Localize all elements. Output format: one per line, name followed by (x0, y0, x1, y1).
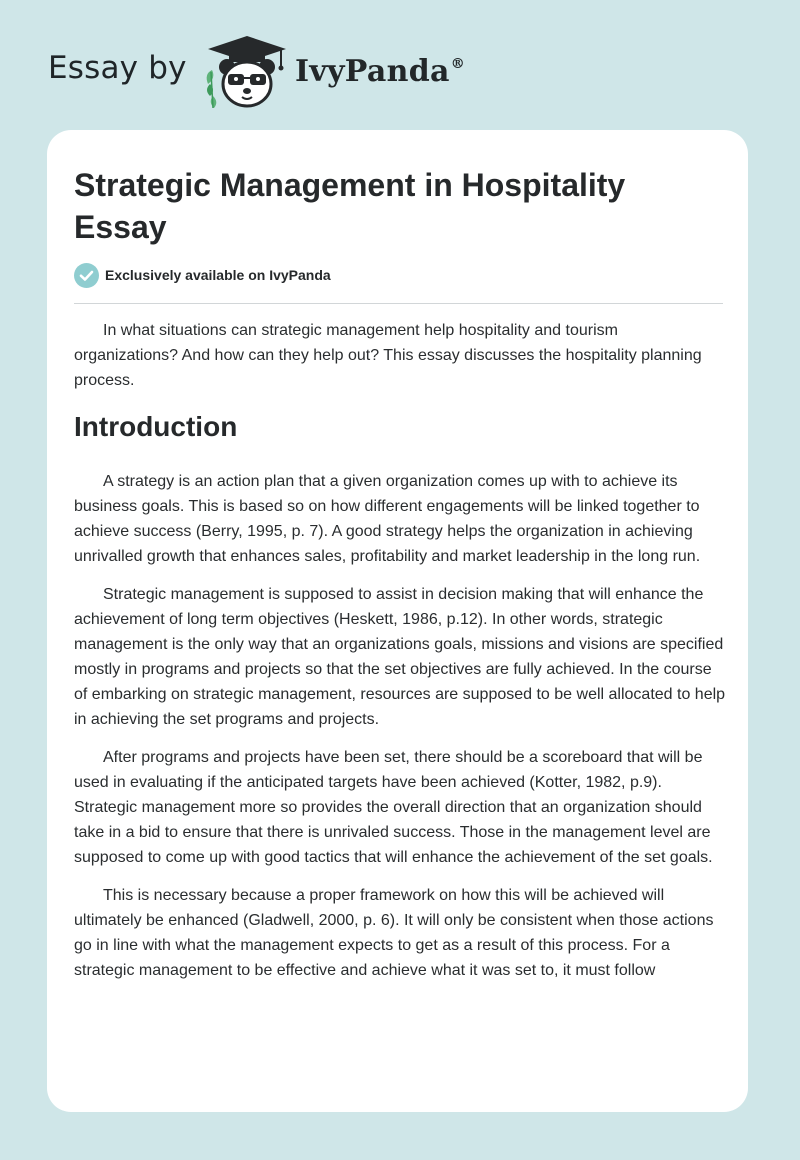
body-paragraph: After programs and projects have been set, there should be a scoreboard that will be used in evaluating if the anticipated targets have been achieved (Kotter, 1982, p.9). Strategic management more so provides the overall direction that an organization should take in a bid to ensure that there is unrivaled success. Those in the management level are supposed to come up with good tactics that will enhance the achievement of the set goals. (74, 749, 713, 866)
section-heading: Introduction (74, 411, 238, 442)
body-paragraph: A strategy is an action plan that a given organization comes up with to achieve its business goals. This is based so on how different engagements will be linked together to achieve success (Berry, 1995, p. 7). A good strategy helps the organization in achieving unrivalled growth that enhances sales, profitability and market leadership in the long run. (74, 473, 701, 565)
essay-body (74, 318, 726, 996)
exclusive-badge (74, 262, 331, 288)
check-circle-icon (74, 263, 99, 288)
badge-label: Exclusively available on IvyPanda (105, 267, 331, 283)
panda-graduate-icon[interactable] (202, 34, 292, 110)
body-paragraph: This is necessary because a proper framework on how this will be achieved will ultimately be enhanced (Gladwell, 2000, p. 6). It will only be consistent when those actions go in line with what the management expects to get as a result of this process. For a strategic management to be effective and achieve what it was set to, it must follow (74, 887, 714, 979)
intro-paragraph: In what situations can strategic management help hospitality and tourism organizations? And how can they help out? This essay discusses the hospitality planning process. (74, 322, 702, 389)
essay-by-label: Essay by (48, 50, 187, 86)
divider (74, 303, 723, 304)
registered-mark: ® (450, 56, 466, 72)
essay-card (47, 130, 748, 1112)
brand-name[interactable]: IvyPanda® (295, 54, 466, 89)
body-paragraph: Strategic management is supposed to assist in decision making that will enhance the achievement of long term objectives (Heskett, 1986, p.12). In other words, strategic management is the only way that an organizations goals, missions and visions are specified mostly in programs and projects so that the set objectives are fully achieved. In the course of embarking on strategic management, resources are supposed to be well allocated to help in achieving the set programs and projects. (74, 586, 726, 728)
page-title: Strategic Management in Hospitality Essay (74, 167, 626, 245)
site-header (48, 30, 508, 110)
